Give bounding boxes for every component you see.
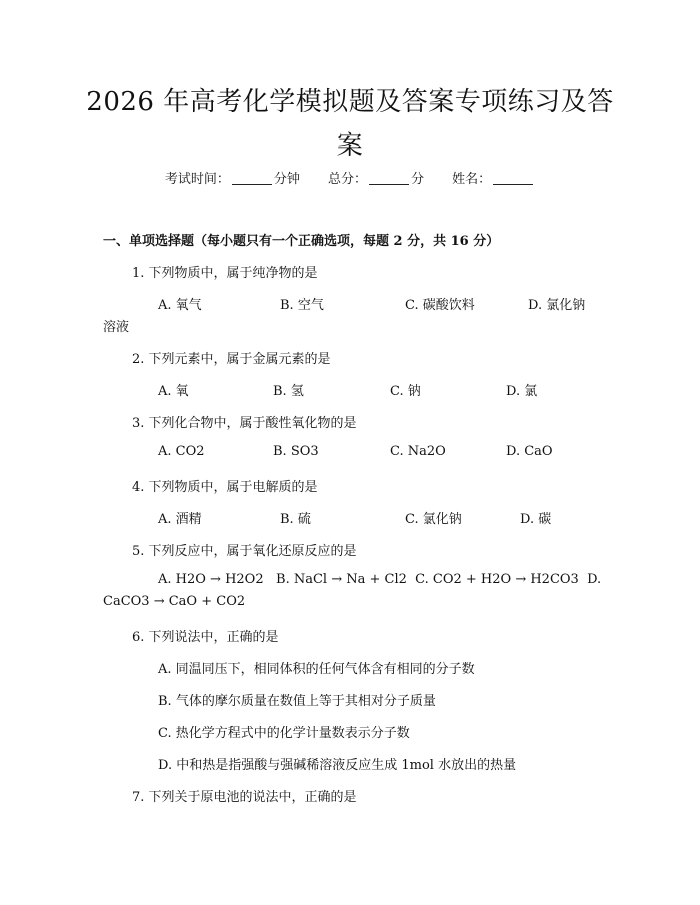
option-b: B. 氢 — [273, 384, 304, 399]
option-b: B. 硫 — [280, 512, 311, 527]
exam-time-blank[interactable] — [232, 183, 272, 185]
option-d: D. CaO — [506, 444, 553, 459]
total-score-label: 总分： — [327, 172, 367, 187]
option-b: B. 气体的摩尔质量在数值上等于其相对分子质量 — [158, 694, 436, 709]
student-name-label: 姓名： — [452, 172, 492, 187]
option-d: D. 中和热是指强酸与强碱稀溶液反应生成 1mol 水放出的热量 — [158, 758, 517, 773]
question-options — [0, 444, 700, 460]
title-line-1: 2026 年高考化学模拟题及答案专项练习及答 — [86, 87, 614, 117]
question-stem: 4. 下列物质中，属于电解质的是 — [132, 480, 318, 495]
question-stem: 7. 下列关于原电池的说法中，正确的是 — [132, 790, 357, 805]
option-a: A. 氧气 — [158, 298, 202, 313]
question-stem: 2. 下列元素中，属于金属元素的是 — [132, 352, 331, 367]
option-d-wrap: 溶液 — [103, 320, 130, 335]
page-title — [60, 80, 640, 168]
exam-info-row — [0, 168, 700, 187]
option-d-wrap: CaCO3 → CaO + CO2 — [103, 594, 246, 609]
question-options: A. H2O → H2O2 B. NaCl → Na + Cl2 C. CO2 + H2O → H2CO3 D. — [158, 572, 602, 587]
student-name-blank[interactable] — [493, 183, 533, 185]
option-a: A. 同温同压下，相同体积的任何气体含有相同的分子数 — [158, 662, 475, 677]
option-c: C. 碳酸饮料 — [405, 298, 475, 313]
question-stem: 5. 下列反应中，属于氧化还原反应的是 — [132, 544, 357, 559]
option-b: B. 空气 — [280, 298, 324, 313]
option-c: C. 热化学方程式中的化学计量数表示分子数 — [158, 726, 410, 741]
option-d: D. 碳 — [520, 512, 552, 527]
exam-time-label: 考试时间： — [164, 172, 230, 187]
section-heading: 一、单项选择题（每小题只有一个正确选项，每题 2 分，共 16 分） — [103, 234, 500, 249]
question-stem: 1. 下列物质中，属于纯净物的是 — [132, 266, 318, 281]
title-line-2: 案 — [336, 131, 364, 161]
option-c: C. Na2O — [390, 444, 446, 459]
student-name — [452, 168, 535, 187]
total-score-blank[interactable] — [369, 183, 409, 185]
total-score-unit: 分 — [411, 172, 425, 187]
option-d: D. 氯 — [506, 384, 538, 399]
total-score — [328, 168, 424, 187]
option-a: A. 酒精 — [158, 512, 202, 527]
question-options — [0, 380, 700, 399]
question-options — [0, 294, 700, 313]
option-a: A. 氧 — [158, 384, 189, 399]
option-c: C. 氯化钠 — [405, 512, 462, 527]
exam-time — [165, 168, 300, 187]
question-stem: 6. 下列说法中，正确的是 — [132, 630, 279, 645]
option-d: D. 氯化钠 — [528, 298, 586, 313]
option-b: B. SO3 — [273, 444, 319, 459]
option-a: A. CO2 — [158, 444, 205, 459]
question-stem: 3. 下列化合物中，属于酸性氧化物的是 — [132, 416, 357, 431]
question-options — [0, 508, 700, 527]
option-c: C. 钠 — [390, 384, 421, 399]
exam-time-unit: 分钟 — [273, 172, 300, 187]
